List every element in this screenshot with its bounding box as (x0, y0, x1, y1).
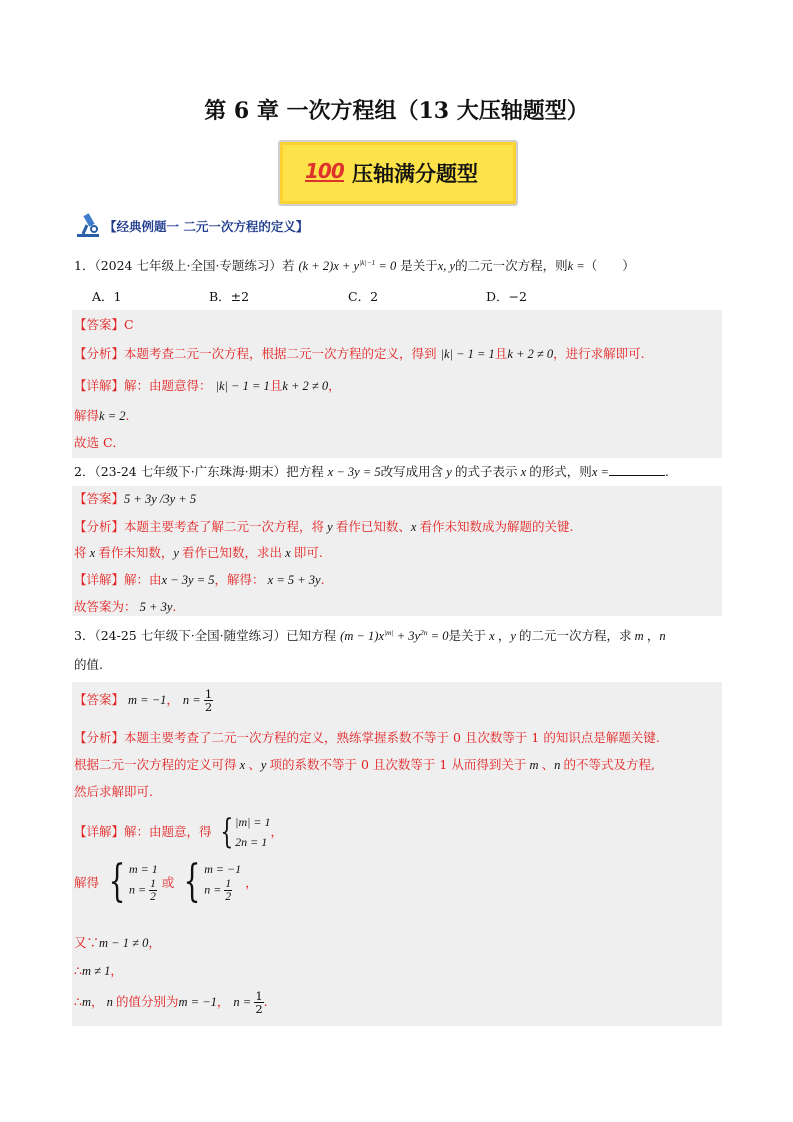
q3-therefore1: ∴m ≠ 1， (74, 963, 123, 978)
q1-solve: 解得k = 2. (74, 408, 130, 423)
banner (278, 140, 518, 206)
q3-stem: 3．（24-25 七年级下·全国·随堂练习）已知方程 $(m - 1)x^{|m|} + 3y^{2n} = 0$是关于 x ，y 的二元一次方程，求 m ，n (74, 627, 666, 643)
q2-analysis: 【分析】本题主要考查了解二元一次方程，将 y 看作已知数、x 看作未知数成为解题的关键. (74, 519, 574, 534)
q2-detail: 【详解】解：由x − 3y = 5，解得： x = 5 + 3y. (74, 572, 325, 587)
q1-choose: 故选 C． (74, 435, 126, 450)
q2-stem: 2．（23-24 七年级下·广东珠海·期末）把方程 x − 3y = 5改写成用含 y 的式子表示 x 的形式，则x = . (74, 464, 669, 479)
q1-stem: 1．（2024 七年级上·全国·专题练习）若 $(k + 2)x + y^{|k|-1} = 0$ 是关于x, y的二元一次方程，则k =（ ） (74, 257, 635, 273)
q3-therefore2: ∴m， n 的值分别为m = −1， n = $\frac{1}{2}$ . (74, 989, 268, 1017)
microscope-icon (74, 210, 102, 238)
q3-analysis: 【分析】本题主要考查了二元一次方程的定义，熟练掌握系数不等于 0 且次数等于 1 的知识点是解题关键. (74, 730, 660, 745)
section-label: 【经典例题一 二元一次方程的定义】 (104, 219, 309, 234)
q1-answer: 【答案】C (74, 317, 134, 332)
banner-text: 压轴满分题型 (352, 162, 478, 186)
q3-since: 又∵m − 1 ≠ 0， (74, 935, 161, 950)
q1-option-d: D．−2 (486, 289, 527, 304)
q1-option-b: B．±2 (209, 289, 250, 304)
q1-option-c: C．2 (348, 289, 379, 304)
q3-solve: 解得 { m = 1 n = $\frac{1}{2}$ 或 { m = −1 n = $\frac{1}{2}$ ， (74, 856, 258, 907)
hundred-points-icon: 100 (305, 159, 344, 183)
q2-answer: 【答案】5 + 3y /3y + 5 (74, 491, 197, 506)
q3-stem-end: 的值. (74, 657, 103, 672)
q1-option-a: A．1 (92, 289, 122, 304)
q2-answer-blank[interactable] (609, 463, 665, 476)
q1-analysis: 【分析】本题考查二元一次方程，根据二元一次方程的定义，得到 |k| − 1 = 1且k + 2 ≠ 0，进行求解即可. (74, 346, 645, 361)
q3-analysis-line3: 然后求解即可. (74, 784, 153, 799)
q3-detail: 【详解】解：由题意，得 { |m| = 1 2n = 1， (74, 812, 284, 853)
q1-detail: 【详解】解：由题意得： |k| − 1 = 1且k + 2 ≠ 0， (74, 378, 341, 393)
page-title: 第 6 章 一次方程组（13 大压轴题型） (204, 98, 589, 124)
q2-final: 故答案为： 5 + 3y. (74, 599, 177, 614)
q3-answer: 【答案】 m = −1， n = $\frac{1}{2}$ (74, 687, 213, 715)
q2-analysis-line2: 将 x 看作未知数，y 看作已知数，求出 x 即可. (74, 545, 323, 560)
q3-analysis-line2: 根据二元一次方程的定义可得 x 、y 项的系数不等于 0 且次数等于 1 从而得到关于 m 、n 的不等式及方程, (74, 757, 655, 772)
